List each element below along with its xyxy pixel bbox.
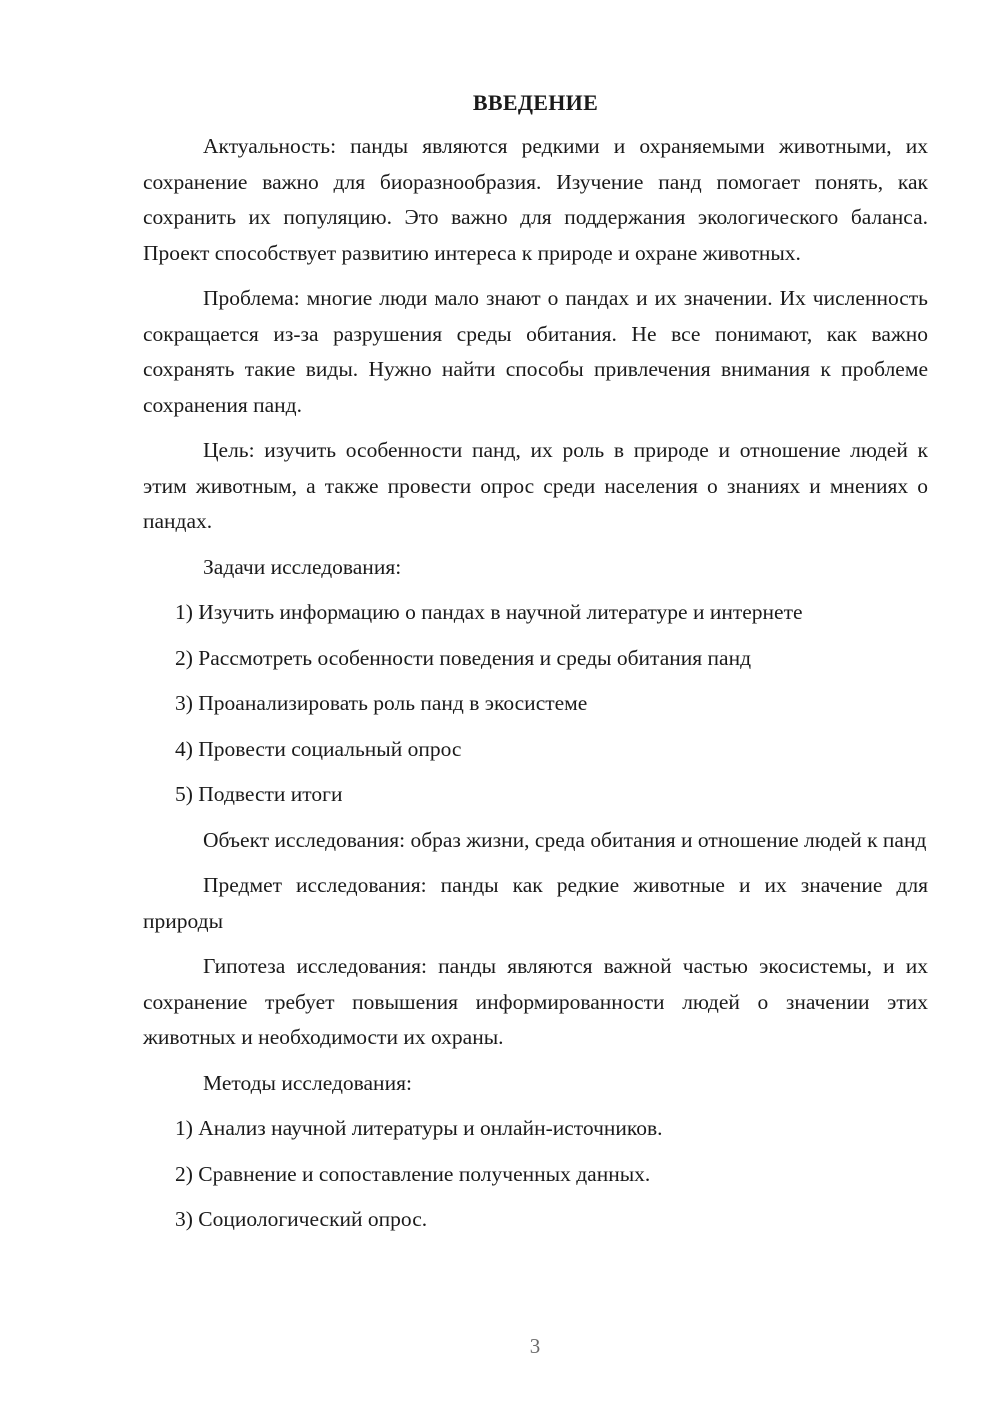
goal-paragraph: Цель: изучить особенности панд, их роль в природе и отношение людей к этим животным, а также провести опрос среди населения о знаниях и мнениях о пандах.	[143, 438, 928, 533]
problem-paragraph: Проблема: многие люди мало знают о пандах и их значении. Их численность сокращается из-за разрушения среды обитания. Не все понимают, как важно сохранять такие виды. Нужно найти способы привлечения внимания к проблеме сохранения панд.	[143, 286, 928, 417]
document-page	[143, 90, 928, 1248]
list-item: 3) Проанализировать роль панд в экосистеме	[175, 691, 588, 715]
hypothesis-paragraph: Гипотеза исследования: панды являются важной частью экосистемы, и их сохранение требует повышения информированности людей о значении этих животных и необходимости их охраны.	[143, 954, 928, 1049]
list-item: 1) Анализ научной литературы и онлайн-источников.	[175, 1116, 663, 1140]
relevance-paragraph: Актуальность: панды являются редкими и охраняемыми животными, их сохранение важно для биоразнообразия. Изучение панд помогает понять, как сохранить их популяцию. Это важно для поддержания экологического баланса. Проект способствует развитию интереса к природе и охране животных.	[143, 134, 928, 265]
subject-paragraph: Предмет исследования: панды как редкие животные и их значение для природы	[143, 873, 928, 933]
list-item: 2) Сравнение и сопоставление полученных данных.	[175, 1161, 651, 1186]
methods-list	[143, 1111, 928, 1238]
methods-heading: Методы исследования:	[203, 1070, 412, 1095]
page-title: ВВЕДЕНИЕ	[472, 90, 599, 115]
list-item: 2) Рассмотреть особенности поведения и среды обитания панд	[175, 645, 752, 670]
list-item: 5) Подвести итоги	[175, 782, 343, 806]
list-item: 4) Провести социальный опрос	[175, 736, 462, 761]
list-item: 1) Изучить информацию о пандах в научной литературе и интернете	[175, 600, 803, 624]
tasks-heading: Задачи исследования:	[203, 554, 402, 579]
object-paragraph: Объект исследования: образ жизни, среда обитания и отношение людей к панд	[203, 827, 927, 852]
page-number: 3	[529, 1334, 541, 1358]
tasks-list	[143, 595, 928, 813]
list-item: 3) Социологический опрос.	[175, 1207, 428, 1231]
